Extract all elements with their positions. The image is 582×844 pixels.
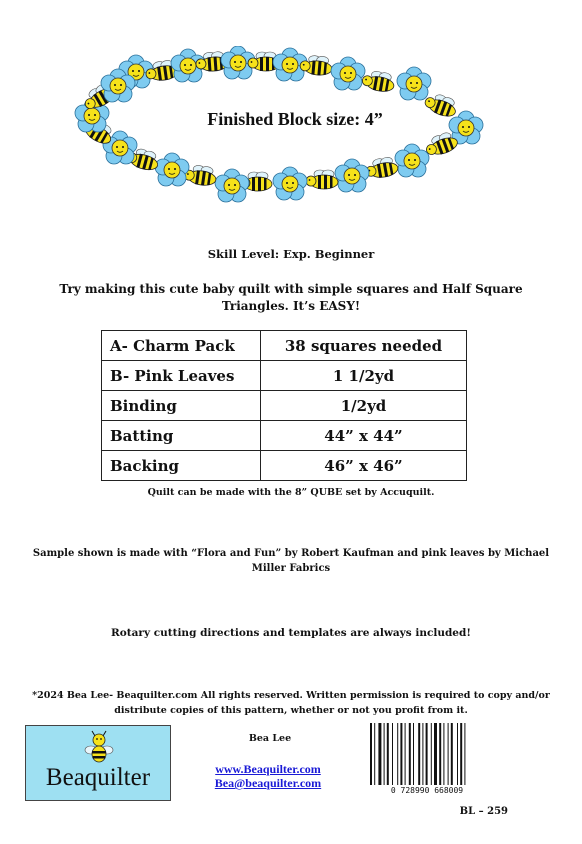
qube-note: Quilt can be made with the 8” QUBE set by Accuquilt. [147, 487, 435, 498]
requirement-amount: 38 squares needed [261, 331, 467, 361]
table-row [102, 331, 467, 361]
requirement-item: Batting [102, 421, 261, 451]
barcode-digits: 0 728990 668009 [390, 786, 464, 795]
logo-text: Beaquilter [45, 764, 151, 791]
table-row [102, 451, 467, 481]
beaquilter-logo [25, 725, 171, 801]
requirement-item: B- Pink Leaves [102, 361, 261, 391]
email-link[interactable]: Bea@beaquilter.com [214, 776, 322, 790]
rotary-note: Rotary cutting directions and templates are always included! [111, 627, 471, 639]
copyright-notice: *2024 Bea Lee- Beaquilter.com All rights reserved. Written permission is required to copy and/or distribute copies of this pattern, whether or not you profit from it. [32, 690, 550, 716]
bee-icon [84, 730, 114, 764]
requirement-amount: 1/2yd [261, 391, 467, 421]
requirement-amount: 46” x 46” [261, 451, 467, 481]
pattern-code: BL – 259 [459, 806, 508, 817]
requirement-amount: 44” x 44” [261, 421, 467, 451]
requirement-item: Backing [102, 451, 261, 481]
requirement-amount: 1 1/2yd [261, 361, 467, 391]
finished-block-size-heading: Finished Block size: 4” [207, 109, 383, 129]
author-name: Bea Lee [248, 733, 292, 744]
table-row [102, 361, 467, 391]
requirement-item: Binding [102, 391, 261, 421]
fabric-requirements-table [101, 330, 467, 481]
website-link[interactable]: www.Beaquilter.com [215, 762, 321, 776]
sample-note: Sample shown is made with “Flora and Fun” by Robert Kaufman and pink leaves by Michael Miller Fabrics [32, 548, 550, 574]
intro-text: Try making this cute baby quilt with simple squares and Half Square Triangles. It’s EASY! [59, 282, 523, 313]
skill-level: Skill Level: Exp. Beginner [207, 247, 375, 261]
table-row [102, 421, 467, 451]
requirement-item: A- Charm Pack [102, 331, 261, 361]
table-row [102, 391, 467, 421]
